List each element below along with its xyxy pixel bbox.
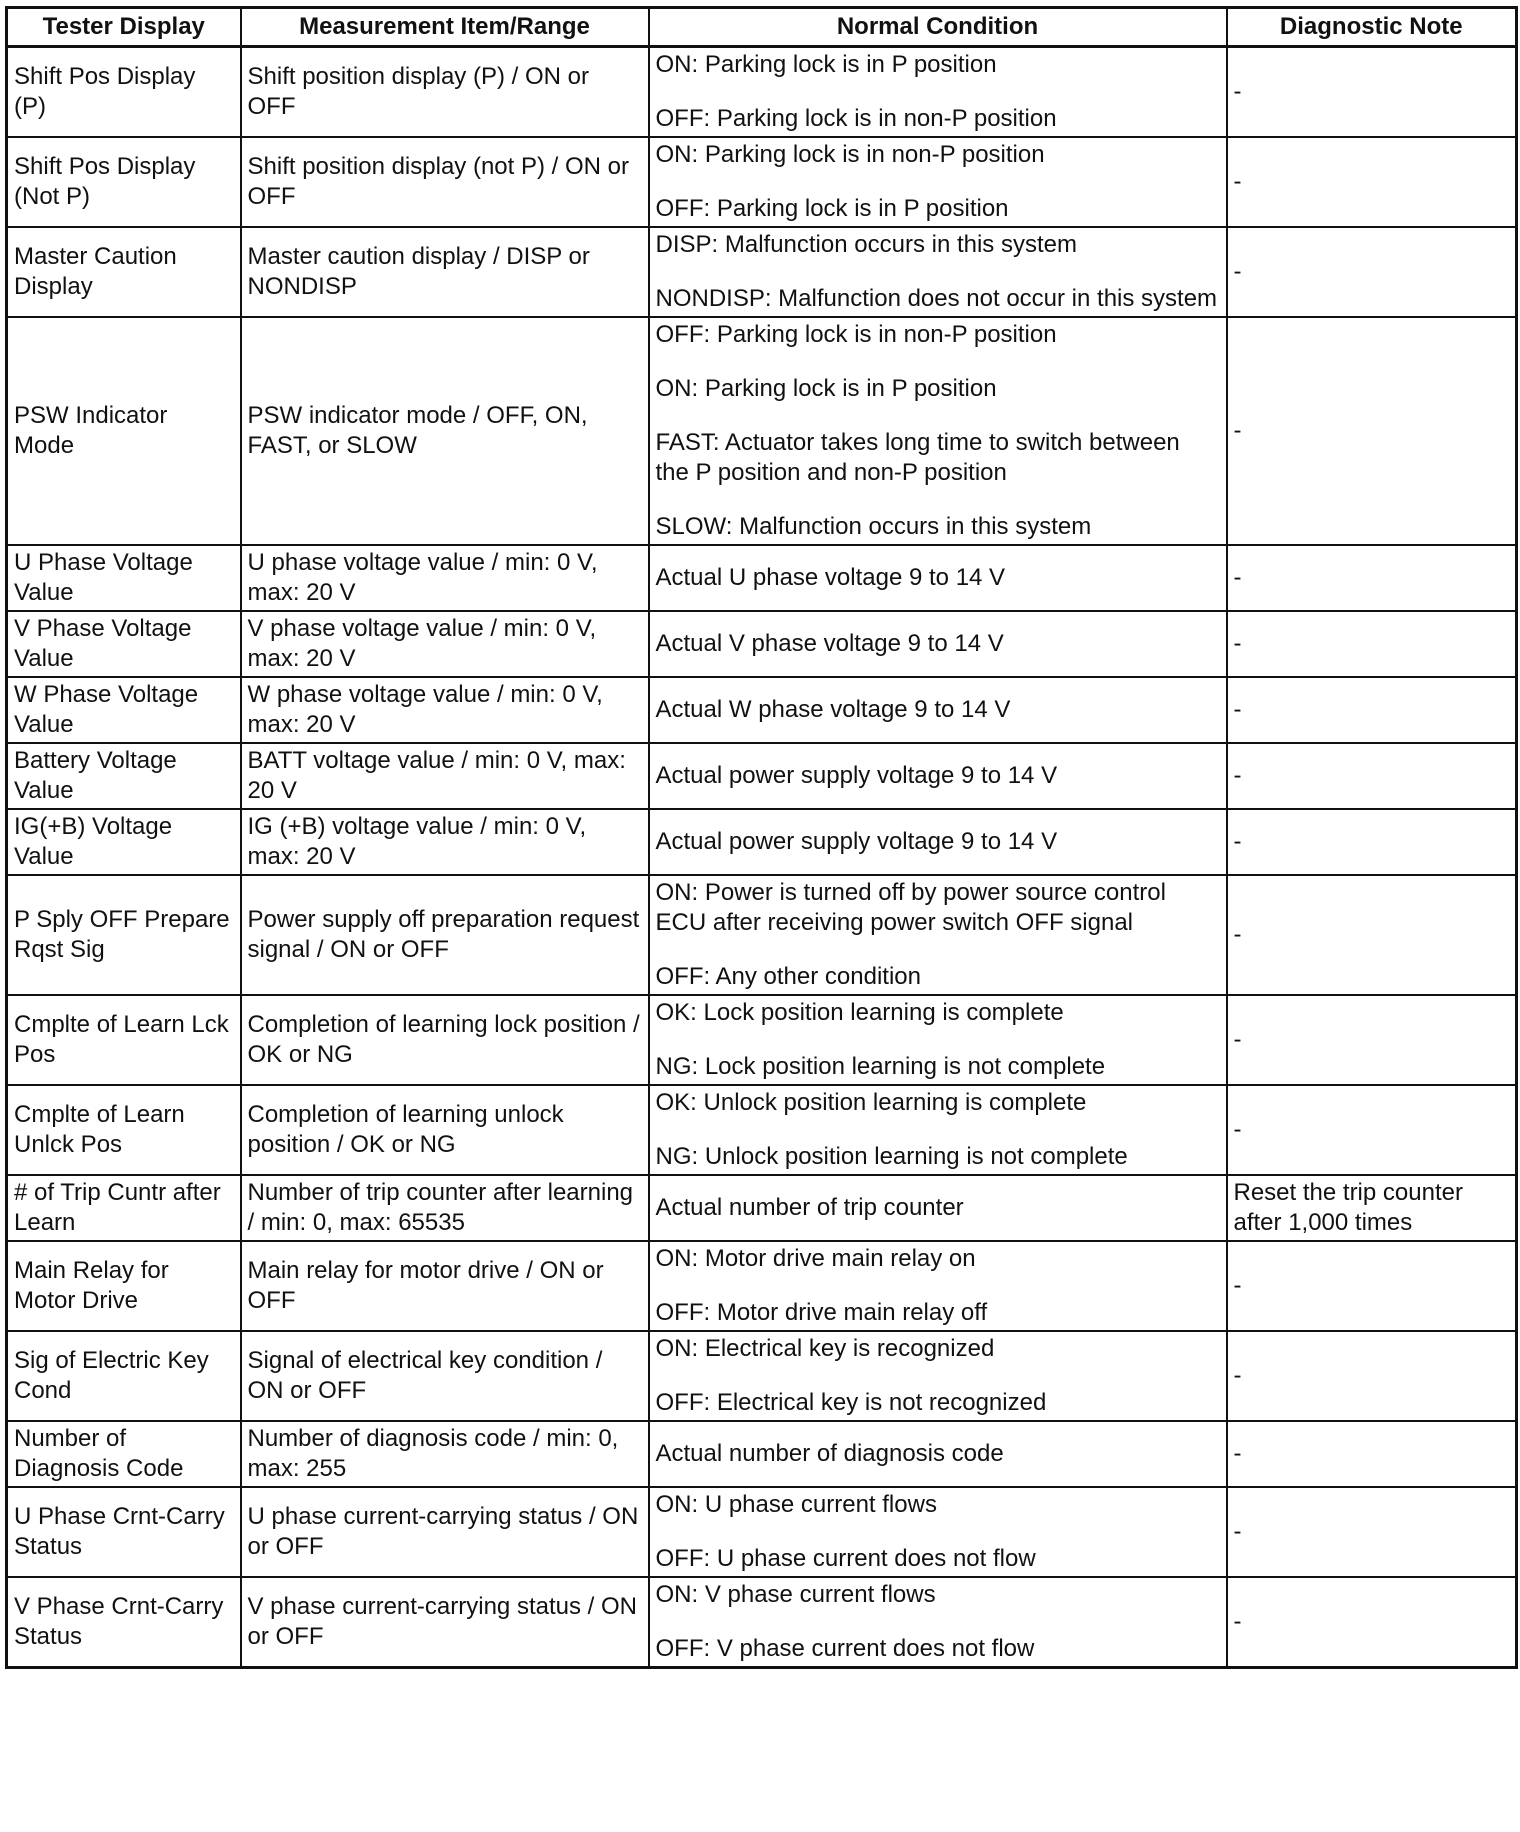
diagnostic-note-cell: -: [1227, 875, 1517, 995]
table-row: [7, 47, 1517, 138]
table-row: [7, 995, 1517, 1085]
measurement-cell: U phase current-carrying status / ON or OFF: [241, 1487, 649, 1577]
table-row: [7, 1085, 1517, 1175]
condition-line: ON: Parking lock is in non-P position: [655, 141, 1045, 168]
condition-line: FAST: Actuator takes long time to switch between the P position and non-P position: [655, 429, 1180, 486]
normal-condition-cell: [649, 317, 1227, 545]
table-body: [7, 47, 1517, 1668]
measurement-cell: Completion of learning unlock position / OK or NG: [241, 1085, 649, 1175]
condition-line: Actual power supply voltage 9 to 14 V: [655, 762, 1058, 789]
tester-display-cell: Cmplte of Learn Lck Pos: [7, 995, 241, 1085]
normal-condition-cell: [649, 995, 1227, 1085]
diagnostic-note-cell: -: [1227, 1487, 1517, 1577]
normal-condition-cell: [649, 1421, 1227, 1487]
measurement-cell: Number of trip counter after learning / min: 0, max: 65535: [241, 1175, 649, 1241]
condition-line: OFF: Parking lock is in non-P position: [655, 321, 1057, 348]
condition-line: Actual number of trip counter: [655, 1194, 964, 1221]
data-list-table: [5, 6, 1518, 1669]
tester-display-cell: IG(+B) Voltage Value: [7, 809, 241, 875]
measurement-cell: V phase current-carrying status / ON or OFF: [241, 1577, 649, 1668]
measurement-cell: Master caution display / DISP or NONDISP: [241, 227, 649, 317]
normal-condition-cell: [649, 137, 1227, 227]
normal-condition-cell: [649, 1577, 1227, 1668]
measurement-cell: Shift position display (P) / ON or OFF: [241, 47, 649, 138]
tester-display-cell: U Phase Voltage Value: [7, 545, 241, 611]
diagnostic-note-cell: Reset the trip counter after 1,000 times: [1227, 1175, 1517, 1241]
tester-display-cell: V Phase Crnt-Carry Status: [7, 1577, 241, 1668]
tester-display-cell: Sig of Electric Key Cond: [7, 1331, 241, 1421]
condition-line: Actual U phase voltage 9 to 14 V: [655, 564, 1006, 591]
condition-line: OFF: V phase current does not flow: [655, 1635, 1035, 1662]
condition-line: ON: U phase current flows: [655, 1491, 937, 1518]
table-row: [7, 1577, 1517, 1668]
tester-display-cell: Cmplte of Learn Unlck Pos: [7, 1085, 241, 1175]
condition-line: OFF: Motor drive main relay off: [655, 1299, 988, 1326]
header-row: [7, 8, 1517, 47]
condition-line: Actual number of diagnosis code: [655, 1440, 1004, 1467]
tester-display-cell: Shift Pos Display (P): [7, 47, 241, 138]
table-row: [7, 137, 1517, 227]
measurement-cell: V phase voltage value / min: 0 V, max: 20 V: [241, 611, 649, 677]
diagnostic-note-cell: -: [1227, 227, 1517, 317]
condition-line: ON: Parking lock is in P position: [655, 51, 997, 78]
condition-line: OFF: Electrical key is not recognized: [655, 1389, 1047, 1416]
diagnostic-note-cell: -: [1227, 47, 1517, 138]
condition-line: NONDISP: Malfunction does not occur in this system: [655, 285, 1218, 312]
condition-line: ON: V phase current flows: [655, 1581, 936, 1608]
normal-condition-cell: [649, 743, 1227, 809]
diagnostic-note-cell: -: [1227, 995, 1517, 1085]
table-row: [7, 1331, 1517, 1421]
tester-display-cell: W Phase Voltage Value: [7, 677, 241, 743]
measurement-cell: IG (+B) voltage value / min: 0 V, max: 20 V: [241, 809, 649, 875]
condition-line: OFF: Parking lock is in non-P position: [655, 105, 1057, 132]
normal-condition-cell: [649, 1487, 1227, 1577]
measurement-cell: Power supply off preparation request signal / ON or OFF: [241, 875, 649, 995]
diagnostic-note-cell: -: [1227, 1241, 1517, 1331]
diagnostic-note-cell: -: [1227, 809, 1517, 875]
tester-display-cell: Shift Pos Display (Not P): [7, 137, 241, 227]
diagnostic-note-cell: -: [1227, 317, 1517, 545]
measurement-cell: U phase voltage value / min: 0 V, max: 20 V: [241, 545, 649, 611]
condition-line: Actual power supply voltage 9 to 14 V: [655, 828, 1058, 855]
normal-condition-cell: [649, 1175, 1227, 1241]
table-header: [7, 8, 1517, 47]
table-row: [7, 317, 1517, 545]
condition-line: OFF: Any other condition: [655, 963, 921, 990]
table-row: [7, 611, 1517, 677]
diagnostic-note-cell: -: [1227, 611, 1517, 677]
measurement-cell: Number of diagnosis code / min: 0, max: 255: [241, 1421, 649, 1487]
normal-condition-cell: [649, 1085, 1227, 1175]
condition-line: ON: Electrical key is recognized: [655, 1335, 995, 1362]
tester-display-cell: PSW Indicator Mode: [7, 317, 241, 545]
measurement-cell: PSW indicator mode / OFF, ON, FAST, or SLOW: [241, 317, 649, 545]
condition-line: SLOW: Malfunction occurs in this system: [655, 513, 1092, 540]
tester-display-cell: Battery Voltage Value: [7, 743, 241, 809]
diagnostic-note-cell: -: [1227, 1421, 1517, 1487]
condition-line: NG: Lock position learning is not complete: [655, 1053, 1106, 1080]
tester-display-cell: P Sply OFF Prepare Rqst Sig: [7, 875, 241, 995]
normal-condition-cell: [649, 611, 1227, 677]
condition-line: Actual V phase voltage 9 to 14 V: [655, 630, 1004, 657]
diagnostic-note-cell: -: [1227, 545, 1517, 611]
normal-condition-cell: [649, 809, 1227, 875]
measurement-cell: Signal of electrical key condition / ON or OFF: [241, 1331, 649, 1421]
tester-display-cell: U Phase Crnt-Carry Status: [7, 1487, 241, 1577]
measurement-cell: BATT voltage value / min: 0 V, max: 20 V: [241, 743, 649, 809]
table-row: [7, 809, 1517, 875]
condition-line: ON: Power is turned off by power source control ECU after receiving power switch OFF signal: [655, 879, 1166, 936]
diagnostic-note-cell: -: [1227, 1331, 1517, 1421]
table-row: [7, 1487, 1517, 1577]
table-row: [7, 1175, 1517, 1241]
measurement-cell: Main relay for motor drive / ON or OFF: [241, 1241, 649, 1331]
tester-display-cell: Main Relay for Motor Drive: [7, 1241, 241, 1331]
measurement-cell: Shift position display (not P) / ON or OFF: [241, 137, 649, 227]
diagnostic-note-cell: -: [1227, 743, 1517, 809]
header-measurement: Measurement Item/Range: [241, 8, 649, 47]
normal-condition-cell: [649, 1241, 1227, 1331]
table-row: [7, 743, 1517, 809]
measurement-cell: Completion of learning lock position / OK or NG: [241, 995, 649, 1085]
table-row: [7, 677, 1517, 743]
normal-condition-cell: [649, 227, 1227, 317]
table-row: [7, 545, 1517, 611]
diagnostic-note-cell: -: [1227, 677, 1517, 743]
header-diagnostic-note: Diagnostic Note: [1227, 8, 1517, 47]
table-row: [7, 1421, 1517, 1487]
condition-line: ON: Motor drive main relay on: [655, 1245, 976, 1272]
tester-display-cell: V Phase Voltage Value: [7, 611, 241, 677]
table-row: [7, 227, 1517, 317]
header-tester-display: Tester Display: [7, 8, 241, 47]
condition-line: OFF: U phase current does not flow: [655, 1545, 1036, 1572]
tester-display-cell: # of Trip Cuntr after Learn: [7, 1175, 241, 1241]
diagnostic-note-cell: -: [1227, 137, 1517, 227]
diagnostic-note-cell: -: [1227, 1085, 1517, 1175]
normal-condition-cell: [649, 875, 1227, 995]
normal-condition-cell: [649, 677, 1227, 743]
condition-line: DISP: Malfunction occurs in this system: [655, 231, 1077, 258]
normal-condition-cell: [649, 1331, 1227, 1421]
table-row: [7, 1241, 1517, 1331]
condition-line: ON: Parking lock is in P position: [655, 375, 997, 402]
tester-display-cell: Master Caution Display: [7, 227, 241, 317]
condition-line: OK: Lock position learning is complete: [655, 999, 1064, 1026]
condition-line: OFF: Parking lock is in P position: [655, 195, 1009, 222]
normal-condition-cell: [649, 545, 1227, 611]
diagnostic-note-cell: -: [1227, 1577, 1517, 1668]
normal-condition-cell: [649, 47, 1227, 138]
table-row: [7, 875, 1517, 995]
condition-line: NG: Unlock position learning is not complete: [655, 1143, 1128, 1170]
header-normal-condition: Normal Condition: [649, 8, 1227, 47]
condition-line: OK: Unlock position learning is complete: [655, 1089, 1087, 1116]
tester-display-cell: Number of Diagnosis Code: [7, 1421, 241, 1487]
condition-line: Actual W phase voltage 9 to 14 V: [655, 696, 1011, 723]
measurement-cell: W phase voltage value / min: 0 V, max: 20 V: [241, 677, 649, 743]
